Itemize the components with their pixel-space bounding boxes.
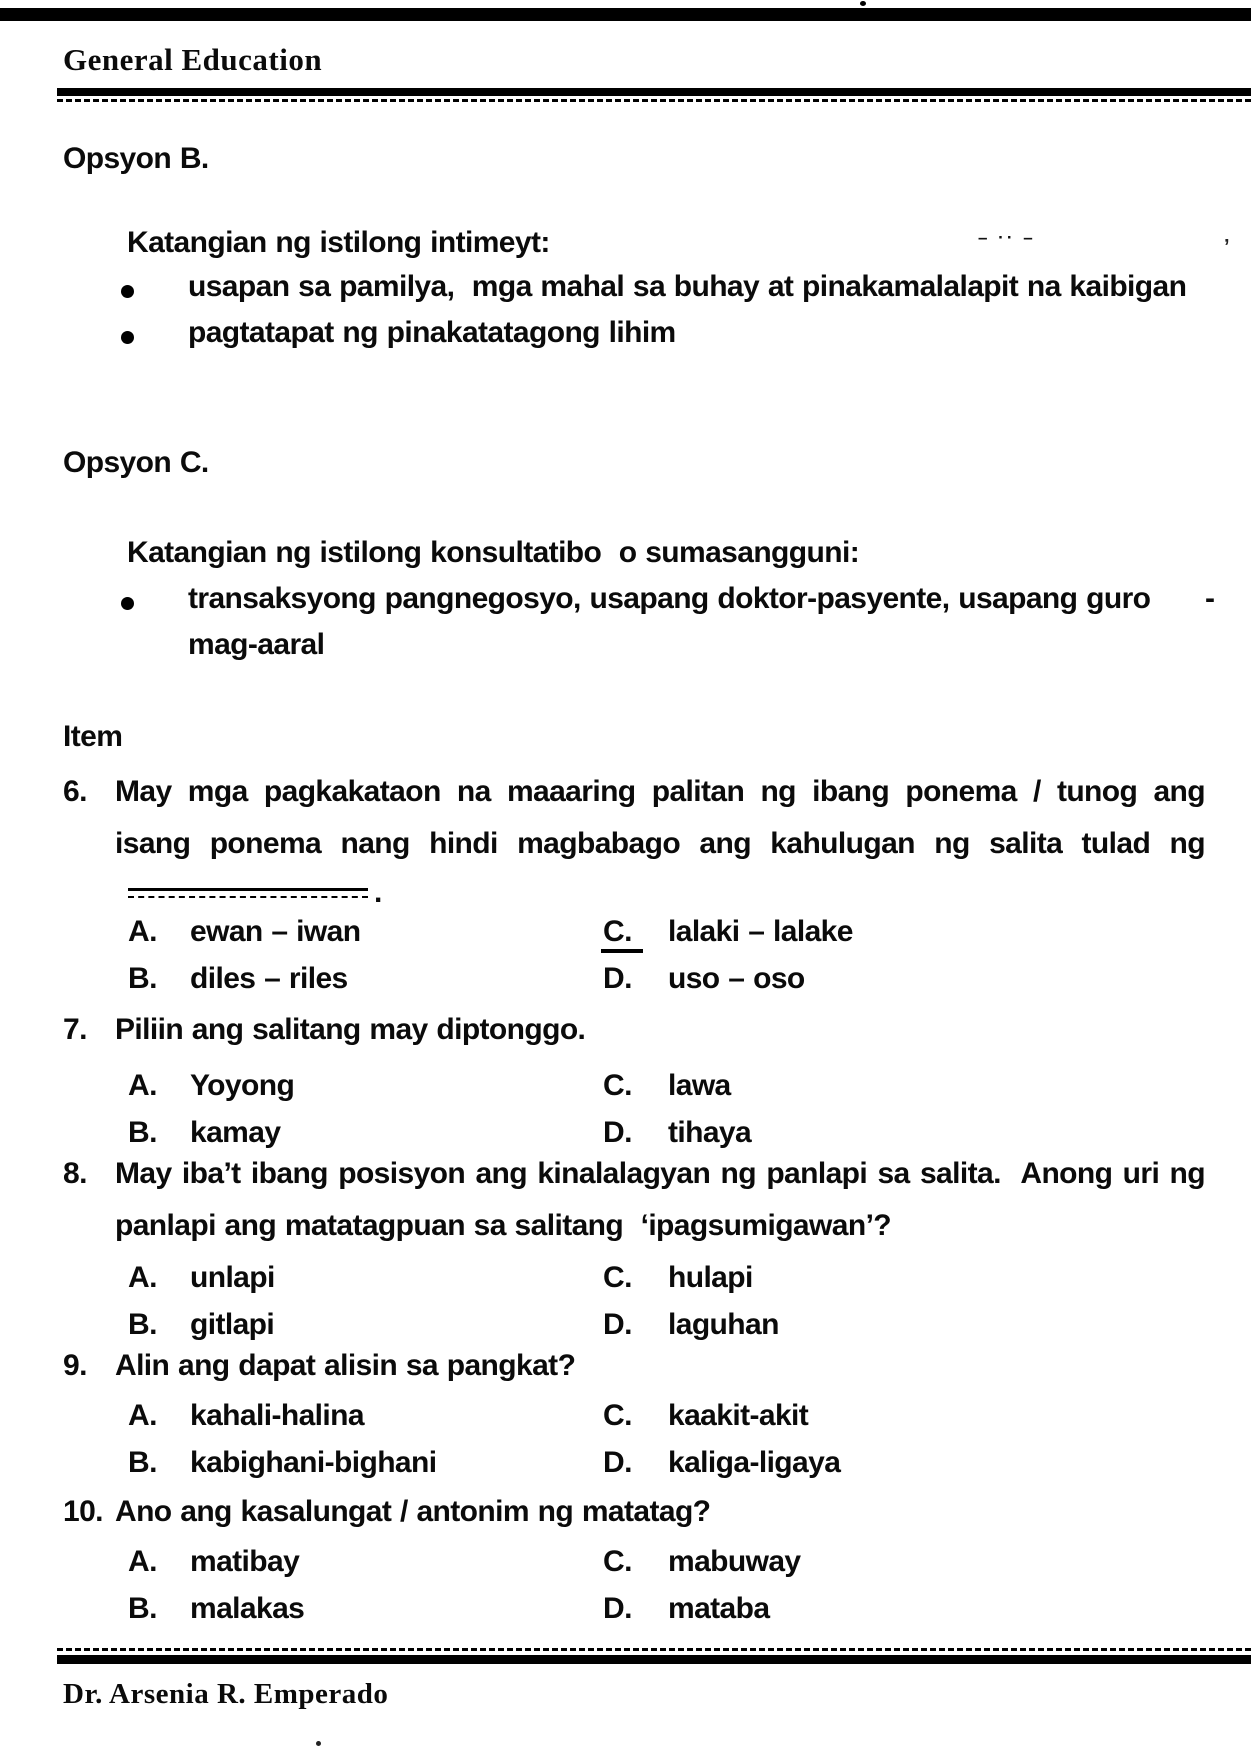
question-number: 9.	[63, 1349, 87, 1382]
question-10	[63, 1486, 1213, 1632]
question-number: 10.	[63, 1495, 103, 1528]
question-7	[63, 1004, 1213, 1156]
question-text-line: panlapi ang matatagpuan sa salitang ‘ipagsumigawan’?	[115, 1209, 892, 1242]
option-letter-d: D.	[603, 1116, 632, 1149]
top-border-line	[0, 8, 1251, 21]
question-text-line: May iba’t ibang posisyon ang kinalalagyan ng panlapi sa salita. Anong uri ng	[115, 1157, 1205, 1190]
option-text-a: matibay	[190, 1545, 300, 1578]
option-text-a: Yoyong	[190, 1069, 295, 1102]
question-text-line: Ano ang kasalungat / antonim ng matatag?	[115, 1495, 711, 1528]
opsyon-b-heading: Katangian ng istilong intimeyt:	[127, 226, 550, 259]
bullet-item	[121, 582, 1150, 616]
question-text-line: Piliin ang salitang may diptonggo.	[115, 1013, 586, 1046]
option-text-b: kamay	[190, 1116, 281, 1149]
header-rule-solid	[57, 88, 1251, 96]
bullet-icon	[121, 597, 134, 610]
bullet-text: transaksyong pangnegosyo, usapang doktor-pasyente, usapang guro	[188, 582, 1151, 615]
option-letter-c: C.	[603, 1545, 632, 1578]
option-letter-b: B.	[128, 1446, 157, 1479]
option-letter-c-pen-mark: C.	[603, 1399, 632, 1432]
option-text-c: mabuway	[668, 1545, 801, 1578]
option-letter-d: D.	[603, 1592, 632, 1625]
option-text-c: hulapi	[668, 1261, 753, 1294]
question-text-line: isang ponema nang hindi magbabago ang kahulugan ng salita tulad ng	[115, 827, 1205, 860]
option-letter-a: A.	[128, 915, 157, 948]
option-text-d: uso – oso	[668, 962, 805, 995]
option-text-a: unlapi	[190, 1261, 275, 1294]
answer-blank	[128, 876, 1205, 909]
page-title: General Education	[63, 42, 323, 77]
option-text-c: lalaki – lalake	[668, 915, 853, 948]
option-text-c: lawa	[668, 1069, 731, 1102]
option-letter-b: B.	[128, 1116, 157, 1149]
option-letter-b: B.	[128, 1592, 157, 1625]
option-letter-d-circled: D.	[603, 1446, 632, 1479]
bullet-icon	[121, 285, 134, 298]
option-text-d: tihaya	[668, 1116, 752, 1149]
question-6	[63, 766, 1213, 1002]
option-letter-c: C.	[603, 1069, 632, 1102]
option-text-b: diles – riles	[190, 962, 348, 995]
option-letter-a: A.	[128, 1545, 157, 1578]
question-body	[115, 1148, 1205, 1348]
bullet-item	[121, 316, 676, 350]
question-number: 8.	[63, 1157, 87, 1190]
question-body	[115, 1340, 1205, 1486]
option-text-a: ewan – iwan	[190, 915, 361, 948]
option-letter-d-circled: D.	[603, 1308, 632, 1341]
bullet-text-continuation: mag-aaral	[188, 628, 325, 661]
question-number: 6.	[63, 775, 87, 808]
bullet-item	[121, 270, 1186, 304]
section-label-opsyon-b: Opsyon B.	[63, 142, 209, 175]
option-letter-a: A.	[128, 1399, 157, 1432]
option-letter-a: A.	[128, 1069, 157, 1102]
opsyon-c-heading: Katangian ng istilong konsultatibo o sumasangguni:	[127, 536, 860, 569]
options-grid	[128, 1392, 1205, 1486]
question-8	[63, 1148, 1213, 1348]
question-body	[115, 1004, 1205, 1156]
section-label-opsyon-c: Opsyon C.	[63, 446, 209, 479]
option-letter-b: B.	[128, 962, 157, 995]
bullet-text: usapan sa pamilya, mga mahal sa buhay at pinakamalalapit na kaibigan	[188, 270, 1187, 303]
footer-rule-solid	[57, 1655, 1251, 1664]
bullet-icon	[121, 331, 134, 344]
option-text-b: gitlapi	[190, 1308, 275, 1341]
blank-period: .	[374, 876, 382, 909]
question-text-line: Alin ang dapat alisin sa pangkat?	[115, 1349, 576, 1382]
scan-artifact-mark: – ·· –	[978, 228, 1036, 247]
option-letter-a: A.	[128, 1261, 157, 1294]
option-letter-b: B.	[128, 1308, 157, 1341]
option-letter-c: C.	[603, 1261, 632, 1294]
scan-speck	[316, 1741, 321, 1746]
option-text-b: kabighani-bighani	[190, 1446, 437, 1479]
blank-underline	[128, 888, 368, 898]
scan-artifact-apostrophe: ’	[1224, 236, 1230, 258]
question-9	[63, 1340, 1213, 1486]
option-text-a: kahali-halina	[190, 1399, 364, 1432]
question-number: 7.	[63, 1013, 87, 1046]
footer-author: Dr. Arsenia R. Emperado	[63, 1678, 389, 1710]
option-letter-d: D.	[603, 962, 632, 995]
question-text-line: May mga pagkakataon na maaaring palitan ng ibang ponema / tunog ang	[115, 775, 1205, 808]
question-body	[115, 766, 1205, 1002]
options-grid	[128, 908, 1205, 1002]
option-text-d: mataba	[668, 1592, 770, 1625]
bullet-text: pagtatapat ng pinakatatagong lihim	[188, 316, 676, 349]
items-label: Item	[63, 720, 123, 753]
line-end-dash: -	[1205, 582, 1215, 615]
option-text-d: kaliga-ligaya	[668, 1446, 841, 1479]
option-text-d: laguhan	[668, 1308, 779, 1341]
options-grid	[128, 1254, 1205, 1348]
scan-speck	[860, 1, 866, 6]
footer-rule-dashed	[57, 1648, 1251, 1651]
header-rule-dashed	[57, 99, 1251, 102]
options-grid	[128, 1538, 1205, 1632]
question-body	[115, 1486, 1205, 1632]
option-text-b: malakas	[190, 1592, 305, 1625]
options-grid	[128, 1062, 1205, 1156]
option-letter-c-underlined: C.	[603, 908, 668, 955]
option-text-c: kaakit-akit	[668, 1399, 809, 1432]
